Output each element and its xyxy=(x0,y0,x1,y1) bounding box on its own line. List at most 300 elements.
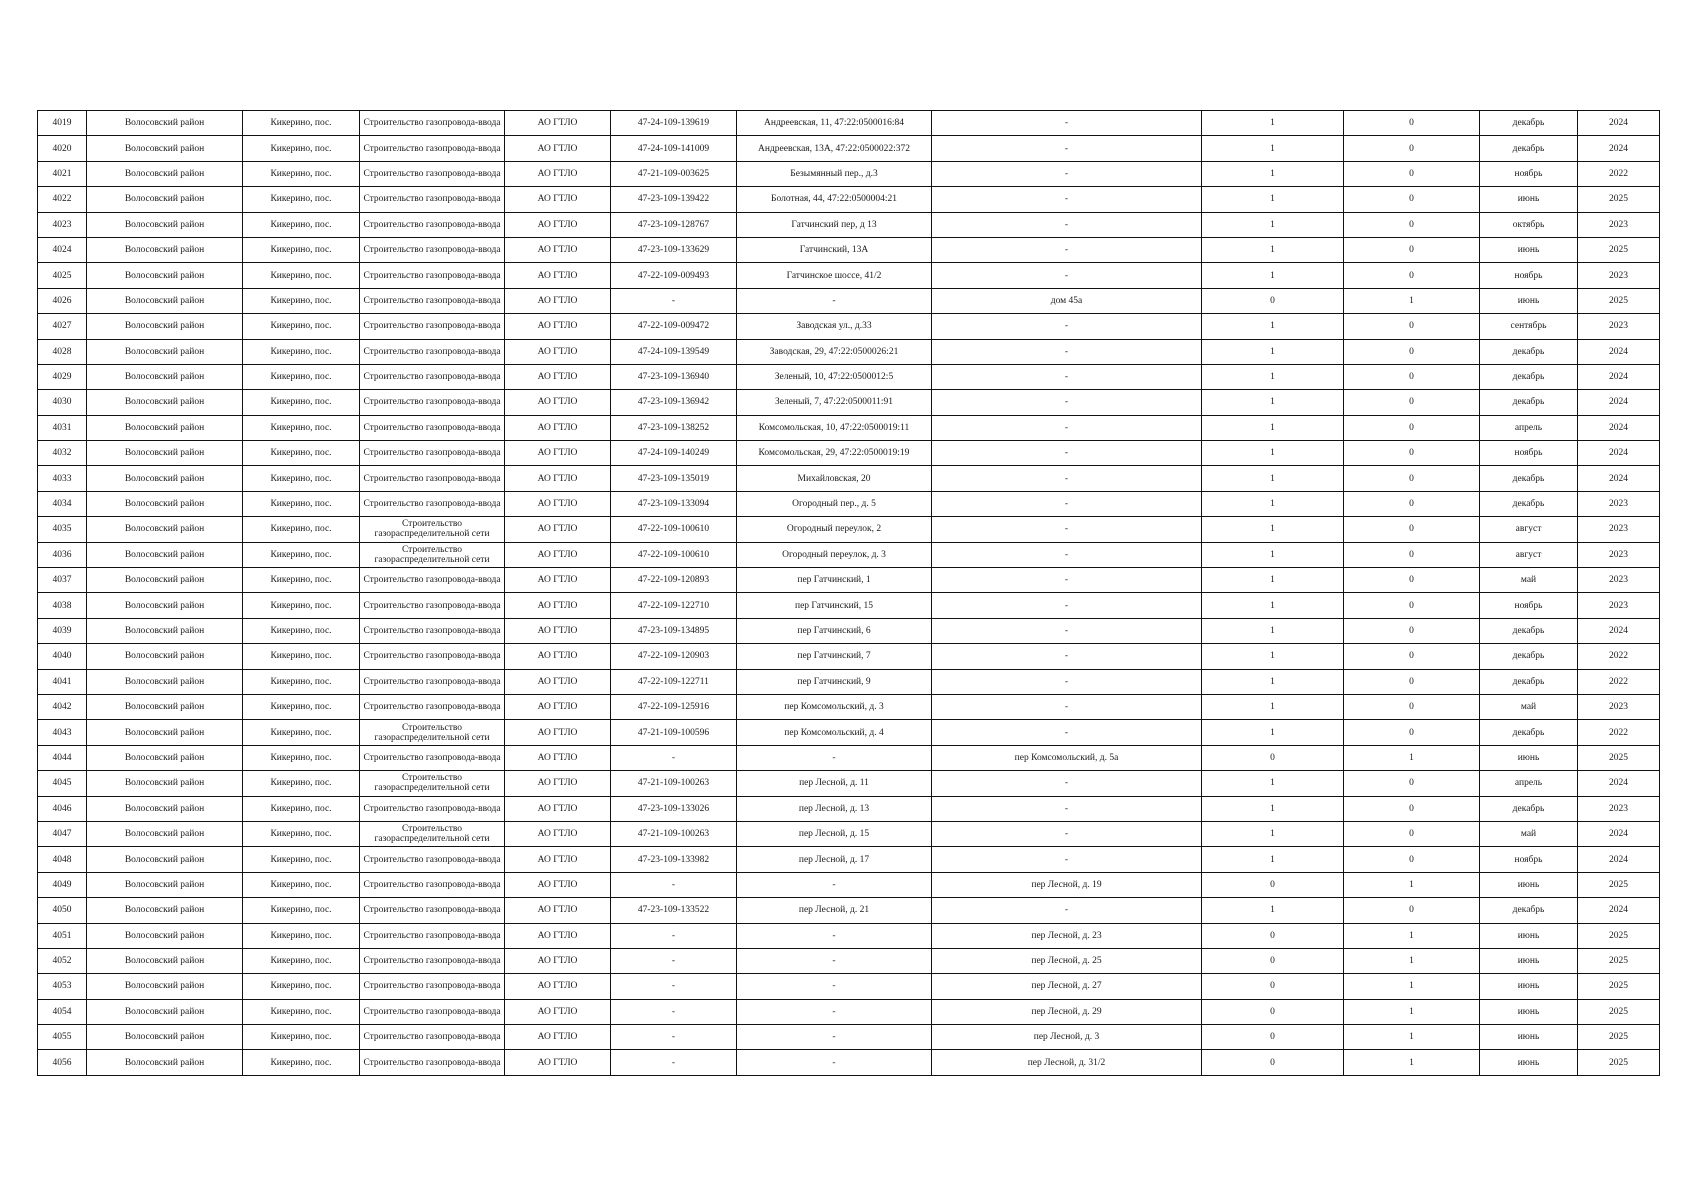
year-cell: 2024 xyxy=(1578,415,1660,440)
work-type-cell: Строительство газопровода-ввода xyxy=(360,847,505,872)
district-cell: Волосовский район xyxy=(87,923,243,948)
note-address-cell: - xyxy=(932,111,1202,136)
work-type-cell: Строительство газопровода-ввода xyxy=(360,872,505,897)
settlement-cell: Кикерино, пос. xyxy=(243,441,360,466)
work-type-cell: Строительство газопровода-ввода xyxy=(360,796,505,821)
count-a-cell: 0 xyxy=(1202,1025,1344,1050)
district-cell: Волосовский район xyxy=(87,821,243,846)
count-b-cell: 0 xyxy=(1344,568,1480,593)
registration-number-cell: - xyxy=(611,288,737,313)
note-address-cell: - xyxy=(932,618,1202,643)
registration-number-cell: 47-21-109-100263 xyxy=(611,821,737,846)
operator-cell: АО ГТЛО xyxy=(505,441,611,466)
row-number-cell: 4043 xyxy=(38,720,87,745)
row-number-cell: 4042 xyxy=(38,694,87,719)
operator-cell: АО ГТЛО xyxy=(505,974,611,999)
row-number-cell: 4038 xyxy=(38,593,87,618)
month-cell: декабрь xyxy=(1480,644,1578,669)
table-row xyxy=(38,339,1660,364)
month-cell: апрель xyxy=(1480,771,1578,796)
note-address-cell: пер Лесной, д. 19 xyxy=(932,872,1202,897)
work-type-cell: Строительство газопровода-ввода xyxy=(360,745,505,770)
settlement-cell: Кикерино, пос. xyxy=(243,136,360,161)
row-number-cell: 4041 xyxy=(38,669,87,694)
work-type-cell: Строительство газопровода-ввода xyxy=(360,161,505,186)
year-cell: 2022 xyxy=(1578,669,1660,694)
year-cell: 2022 xyxy=(1578,644,1660,669)
year-cell: 2023 xyxy=(1578,491,1660,516)
note-address-cell: пер Лесной, д. 29 xyxy=(932,999,1202,1024)
operator-cell: АО ГТЛО xyxy=(505,237,611,262)
address-cell: - xyxy=(737,974,932,999)
district-cell: Волосовский район xyxy=(87,415,243,440)
district-cell: Волосовский район xyxy=(87,441,243,466)
year-cell: 2023 xyxy=(1578,517,1660,542)
address-cell: пер Гатчинский, 1 xyxy=(737,568,932,593)
table-row xyxy=(38,314,1660,339)
note-address-cell: - xyxy=(932,847,1202,872)
settlement-cell: Кикерино, пос. xyxy=(243,872,360,897)
operator-cell: АО ГТЛО xyxy=(505,669,611,694)
count-a-cell: 1 xyxy=(1202,568,1344,593)
address-cell: Зеленый, 10, 47:22:0500012:5 xyxy=(737,364,932,389)
count-b-cell: 0 xyxy=(1344,720,1480,745)
count-b-cell: 1 xyxy=(1344,948,1480,973)
table-row xyxy=(38,491,1660,516)
count-b-cell: 1 xyxy=(1344,1025,1480,1050)
month-cell: декабрь xyxy=(1480,364,1578,389)
count-b-cell: 0 xyxy=(1344,390,1480,415)
year-cell: 2023 xyxy=(1578,593,1660,618)
settlement-cell: Кикерино, пос. xyxy=(243,466,360,491)
settlement-cell: Кикерино, пос. xyxy=(243,1025,360,1050)
district-cell: Волосовский район xyxy=(87,948,243,973)
operator-cell: АО ГТЛО xyxy=(505,542,611,567)
note-address-cell: - xyxy=(932,136,1202,161)
district-cell: Волосовский район xyxy=(87,568,243,593)
table-body xyxy=(38,111,1660,1076)
count-a-cell: 1 xyxy=(1202,364,1344,389)
year-cell: 2024 xyxy=(1578,390,1660,415)
row-number-cell: 4021 xyxy=(38,161,87,186)
note-address-cell: - xyxy=(932,720,1202,745)
year-cell: 2024 xyxy=(1578,618,1660,643)
address-cell: Безымянный пер., д.3 xyxy=(737,161,932,186)
row-number-cell: 4053 xyxy=(38,974,87,999)
month-cell: декабрь xyxy=(1480,898,1578,923)
note-address-cell: пер Лесной, д. 3 xyxy=(932,1025,1202,1050)
year-cell: 2023 xyxy=(1578,542,1660,567)
settlement-cell: Кикерино, пос. xyxy=(243,720,360,745)
address-cell: Комсомольская, 10, 47:22:0500019:11 xyxy=(737,415,932,440)
row-number-cell: 4048 xyxy=(38,847,87,872)
operator-cell: АО ГТЛО xyxy=(505,314,611,339)
table-row xyxy=(38,364,1660,389)
count-a-cell: 0 xyxy=(1202,999,1344,1024)
settlement-cell: Кикерино, пос. xyxy=(243,923,360,948)
count-a-cell: 1 xyxy=(1202,339,1344,364)
count-b-cell: 1 xyxy=(1344,999,1480,1024)
year-cell: 2024 xyxy=(1578,771,1660,796)
year-cell: 2025 xyxy=(1578,187,1660,212)
address-cell: Михайловская, 20 xyxy=(737,466,932,491)
count-b-cell: 0 xyxy=(1344,821,1480,846)
work-type-cell: Строительство газопровода-ввода xyxy=(360,974,505,999)
work-type-cell: Строительство газопровода-ввода xyxy=(360,1025,505,1050)
work-type-cell: Строительство газопровода-ввода xyxy=(360,390,505,415)
address-cell: Зеленый, 7, 47:22:0500011:91 xyxy=(737,390,932,415)
count-a-cell: 1 xyxy=(1202,669,1344,694)
operator-cell: АО ГТЛО xyxy=(505,517,611,542)
operator-cell: АО ГТЛО xyxy=(505,872,611,897)
note-address-cell: - xyxy=(932,390,1202,415)
table-row xyxy=(38,1025,1660,1050)
month-cell: декабрь xyxy=(1480,390,1578,415)
operator-cell: АО ГТЛО xyxy=(505,821,611,846)
operator-cell: АО ГТЛО xyxy=(505,948,611,973)
table-row xyxy=(38,847,1660,872)
settlement-cell: Кикерино, пос. xyxy=(243,847,360,872)
work-type-cell: Строительство газопровода-ввода xyxy=(360,1050,505,1075)
district-cell: Волосовский район xyxy=(87,111,243,136)
district-cell: Волосовский район xyxy=(87,187,243,212)
table-row xyxy=(38,415,1660,440)
district-cell: Волосовский район xyxy=(87,339,243,364)
count-a-cell: 1 xyxy=(1202,694,1344,719)
month-cell: июнь xyxy=(1480,999,1578,1024)
table-row xyxy=(38,466,1660,491)
month-cell: июнь xyxy=(1480,872,1578,897)
year-cell: 2025 xyxy=(1578,237,1660,262)
year-cell: 2023 xyxy=(1578,796,1660,821)
settlement-cell: Кикерино, пос. xyxy=(243,618,360,643)
count-a-cell: 1 xyxy=(1202,212,1344,237)
table-row xyxy=(38,948,1660,973)
district-cell: Волосовский район xyxy=(87,618,243,643)
count-b-cell: 1 xyxy=(1344,872,1480,897)
count-a-cell: 0 xyxy=(1202,923,1344,948)
district-cell: Волосовский район xyxy=(87,1025,243,1050)
count-a-cell: 1 xyxy=(1202,491,1344,516)
count-a-cell: 1 xyxy=(1202,441,1344,466)
district-cell: Волосовский район xyxy=(87,314,243,339)
district-cell: Волосовский район xyxy=(87,745,243,770)
row-number-cell: 4037 xyxy=(38,568,87,593)
count-b-cell: 0 xyxy=(1344,517,1480,542)
count-a-cell: 1 xyxy=(1202,593,1344,618)
count-b-cell: 1 xyxy=(1344,745,1480,770)
count-b-cell: 0 xyxy=(1344,161,1480,186)
year-cell: 2024 xyxy=(1578,847,1660,872)
registration-number-cell: 47-21-109-100263 xyxy=(611,771,737,796)
registration-number-cell: 47-22-109-122711 xyxy=(611,669,737,694)
row-number-cell: 4039 xyxy=(38,618,87,643)
count-a-cell: 1 xyxy=(1202,847,1344,872)
year-cell: 2022 xyxy=(1578,161,1660,186)
district-cell: Волосовский район xyxy=(87,694,243,719)
registration-number-cell: 47-24-109-140249 xyxy=(611,441,737,466)
year-cell: 2024 xyxy=(1578,136,1660,161)
row-number-cell: 4051 xyxy=(38,923,87,948)
year-cell: 2024 xyxy=(1578,898,1660,923)
work-type-cell: Строительство газопровода-ввода xyxy=(360,314,505,339)
registration-number-cell: 47-23-109-133522 xyxy=(611,898,737,923)
month-cell: декабрь xyxy=(1480,111,1578,136)
month-cell: апрель xyxy=(1480,415,1578,440)
count-b-cell: 0 xyxy=(1344,644,1480,669)
year-cell: 2025 xyxy=(1578,999,1660,1024)
work-type-cell: Строительство газопровода-ввода xyxy=(360,263,505,288)
note-address-cell: - xyxy=(932,161,1202,186)
address-cell: Комсомольская, 29, 47:22:0500019:19 xyxy=(737,441,932,466)
table-row xyxy=(38,618,1660,643)
operator-cell: АО ГТЛО xyxy=(505,923,611,948)
note-address-cell: - xyxy=(932,364,1202,389)
count-b-cell: 0 xyxy=(1344,847,1480,872)
district-cell: Волосовский район xyxy=(87,390,243,415)
note-address-cell: - xyxy=(932,796,1202,821)
work-type-cell: Строительство газопровода-ввода xyxy=(360,441,505,466)
district-cell: Волосовский район xyxy=(87,212,243,237)
table-row xyxy=(38,745,1660,770)
work-type-cell: Строительство газораспределительной сети xyxy=(360,542,505,567)
work-type-cell: Строительство газопровода-ввода xyxy=(360,593,505,618)
note-address-cell: - xyxy=(932,441,1202,466)
note-address-cell: - xyxy=(932,263,1202,288)
table-row xyxy=(38,872,1660,897)
count-a-cell: 1 xyxy=(1202,161,1344,186)
count-a-cell: 0 xyxy=(1202,974,1344,999)
district-cell: Волосовский район xyxy=(87,872,243,897)
month-cell: декабрь xyxy=(1480,466,1578,491)
row-number-cell: 4032 xyxy=(38,441,87,466)
note-address-cell: - xyxy=(932,339,1202,364)
table-row xyxy=(38,644,1660,669)
operator-cell: АО ГТЛО xyxy=(505,491,611,516)
note-address-cell: - xyxy=(932,593,1202,618)
operator-cell: АО ГТЛО xyxy=(505,364,611,389)
settlement-cell: Кикерино, пос. xyxy=(243,517,360,542)
address-cell: Андреевская, 11, 47:22:0500016:84 xyxy=(737,111,932,136)
count-a-cell: 1 xyxy=(1202,187,1344,212)
operator-cell: АО ГТЛО xyxy=(505,288,611,313)
registration-number-cell: 47-22-109-009472 xyxy=(611,314,737,339)
district-cell: Волосовский район xyxy=(87,796,243,821)
count-b-cell: 0 xyxy=(1344,415,1480,440)
work-type-cell: Строительство газопровода-ввода xyxy=(360,136,505,161)
table-row xyxy=(38,136,1660,161)
settlement-cell: Кикерино, пос. xyxy=(243,771,360,796)
work-type-cell: Строительство газораспределительной сети xyxy=(360,771,505,796)
row-number-cell: 4046 xyxy=(38,796,87,821)
row-number-cell: 4052 xyxy=(38,948,87,973)
count-b-cell: 0 xyxy=(1344,263,1480,288)
settlement-cell: Кикерино, пос. xyxy=(243,669,360,694)
table-row xyxy=(38,161,1660,186)
note-address-cell: - xyxy=(932,821,1202,846)
row-number-cell: 4024 xyxy=(38,237,87,262)
settlement-cell: Кикерино, пос. xyxy=(243,339,360,364)
table-row xyxy=(38,999,1660,1024)
month-cell: декабрь xyxy=(1480,618,1578,643)
work-type-cell: Строительство газораспределительной сети xyxy=(360,517,505,542)
year-cell: 2024 xyxy=(1578,339,1660,364)
registration-number-cell: 47-23-109-134895 xyxy=(611,618,737,643)
count-b-cell: 1 xyxy=(1344,923,1480,948)
settlement-cell: Кикерино, пос. xyxy=(243,491,360,516)
registration-number-cell: 47-24-109-139619 xyxy=(611,111,737,136)
count-a-cell: 1 xyxy=(1202,415,1344,440)
work-type-cell: Строительство газопровода-ввода xyxy=(360,923,505,948)
district-cell: Волосовский район xyxy=(87,593,243,618)
count-b-cell: 0 xyxy=(1344,669,1480,694)
district-cell: Волосовский район xyxy=(87,999,243,1024)
registration-number-cell: - xyxy=(611,923,737,948)
registration-number-cell: 47-22-109-009493 xyxy=(611,263,737,288)
registration-number-cell: 47-23-109-136940 xyxy=(611,364,737,389)
year-cell: 2025 xyxy=(1578,923,1660,948)
operator-cell: АО ГТЛО xyxy=(505,847,611,872)
year-cell: 2025 xyxy=(1578,974,1660,999)
district-cell: Волосовский район xyxy=(87,898,243,923)
month-cell: сентябрь xyxy=(1480,314,1578,339)
month-cell: октябрь xyxy=(1480,212,1578,237)
count-a-cell: 1 xyxy=(1202,390,1344,415)
count-b-cell: 0 xyxy=(1344,694,1480,719)
count-a-cell: 1 xyxy=(1202,644,1344,669)
count-a-cell: 0 xyxy=(1202,288,1344,313)
operator-cell: АО ГТЛО xyxy=(505,644,611,669)
work-type-cell: Строительство газопровода-ввода xyxy=(360,491,505,516)
month-cell: ноябрь xyxy=(1480,593,1578,618)
count-a-cell: 1 xyxy=(1202,136,1344,161)
count-b-cell: 0 xyxy=(1344,314,1480,339)
settlement-cell: Кикерино, пос. xyxy=(243,111,360,136)
count-a-cell: 1 xyxy=(1202,796,1344,821)
registration-number-cell: 47-23-109-133629 xyxy=(611,237,737,262)
row-number-cell: 4023 xyxy=(38,212,87,237)
count-b-cell: 0 xyxy=(1344,136,1480,161)
address-cell: Гатчинский пер, д 13 xyxy=(737,212,932,237)
count-a-cell: 1 xyxy=(1202,618,1344,643)
month-cell: август xyxy=(1480,542,1578,567)
work-type-cell: Строительство газопровода-ввода xyxy=(360,364,505,389)
settlement-cell: Кикерино, пос. xyxy=(243,288,360,313)
settlement-cell: Кикерино, пос. xyxy=(243,644,360,669)
row-number-cell: 4036 xyxy=(38,542,87,567)
address-cell: пер Лесной, д. 21 xyxy=(737,898,932,923)
month-cell: май xyxy=(1480,821,1578,846)
operator-cell: АО ГТЛО xyxy=(505,339,611,364)
month-cell: июнь xyxy=(1480,288,1578,313)
count-a-cell: 0 xyxy=(1202,948,1344,973)
month-cell: август xyxy=(1480,517,1578,542)
work-type-cell: Строительство газопровода-ввода xyxy=(360,212,505,237)
address-cell: Гатчинский, 13А xyxy=(737,237,932,262)
settlement-cell: Кикерино, пос. xyxy=(243,948,360,973)
table-row xyxy=(38,390,1660,415)
count-b-cell: 0 xyxy=(1344,339,1480,364)
work-type-cell: Строительство газопровода-ввода xyxy=(360,339,505,364)
count-a-cell: 1 xyxy=(1202,314,1344,339)
month-cell: декабрь xyxy=(1480,491,1578,516)
table-row xyxy=(38,187,1660,212)
settlement-cell: Кикерино, пос. xyxy=(243,314,360,339)
district-cell: Волосовский район xyxy=(87,466,243,491)
table-row xyxy=(38,1050,1660,1075)
registration-number-cell: - xyxy=(611,745,737,770)
year-cell: 2023 xyxy=(1578,212,1660,237)
registration-number-cell: 47-24-109-139549 xyxy=(611,339,737,364)
registration-number-cell: 47-23-109-136942 xyxy=(611,390,737,415)
count-a-cell: 1 xyxy=(1202,111,1344,136)
registration-number-cell: 47-21-109-003625 xyxy=(611,161,737,186)
document-page xyxy=(37,110,1659,1076)
note-address-cell: - xyxy=(932,898,1202,923)
count-b-cell: 0 xyxy=(1344,796,1480,821)
registration-number-cell: - xyxy=(611,948,737,973)
address-cell: пер Лесной, д. 13 xyxy=(737,796,932,821)
address-cell: пер Гатчинский, 7 xyxy=(737,644,932,669)
count-b-cell: 0 xyxy=(1344,187,1480,212)
settlement-cell: Кикерино, пос. xyxy=(243,161,360,186)
address-cell: - xyxy=(737,923,932,948)
settlement-cell: Кикерино, пос. xyxy=(243,364,360,389)
work-type-cell: Строительство газораспределительной сети xyxy=(360,720,505,745)
registration-number-cell: 47-23-109-135019 xyxy=(611,466,737,491)
address-cell: пер Гатчинский, 9 xyxy=(737,669,932,694)
operator-cell: АО ГТЛО xyxy=(505,593,611,618)
table-row xyxy=(38,796,1660,821)
district-cell: Волосовский район xyxy=(87,542,243,567)
registration-number-cell: - xyxy=(611,1025,737,1050)
district-cell: Волосовский район xyxy=(87,720,243,745)
district-cell: Волосовский район xyxy=(87,364,243,389)
row-number-cell: 4019 xyxy=(38,111,87,136)
address-cell: пер Лесной, д. 11 xyxy=(737,771,932,796)
district-cell: Волосовский район xyxy=(87,974,243,999)
count-b-cell: 0 xyxy=(1344,111,1480,136)
address-cell: пер Гатчинский, 15 xyxy=(737,593,932,618)
month-cell: ноябрь xyxy=(1480,263,1578,288)
operator-cell: АО ГТЛО xyxy=(505,796,611,821)
registration-number-cell: 47-23-109-139422 xyxy=(611,187,737,212)
year-cell: 2023 xyxy=(1578,568,1660,593)
year-cell: 2025 xyxy=(1578,1025,1660,1050)
address-cell: Огородный переулок, 2 xyxy=(737,517,932,542)
count-a-cell: 1 xyxy=(1202,466,1344,491)
count-a-cell: 1 xyxy=(1202,517,1344,542)
count-a-cell: 1 xyxy=(1202,237,1344,262)
settlement-cell: Кикерино, пос. xyxy=(243,974,360,999)
settlement-cell: Кикерино, пос. xyxy=(243,415,360,440)
registration-number-cell: 47-24-109-141009 xyxy=(611,136,737,161)
row-number-cell: 4047 xyxy=(38,821,87,846)
address-cell: - xyxy=(737,1025,932,1050)
note-address-cell: пер Лесной, д. 31/2 xyxy=(932,1050,1202,1075)
count-b-cell: 0 xyxy=(1344,618,1480,643)
row-number-cell: 4056 xyxy=(38,1050,87,1075)
row-number-cell: 4028 xyxy=(38,339,87,364)
work-type-cell: Строительство газопровода-ввода xyxy=(360,898,505,923)
table-row xyxy=(38,821,1660,846)
settlement-cell: Кикерино, пос. xyxy=(243,593,360,618)
month-cell: декабрь xyxy=(1480,339,1578,364)
note-address-cell: - xyxy=(932,694,1202,719)
district-cell: Волосовский район xyxy=(87,644,243,669)
count-a-cell: 1 xyxy=(1202,263,1344,288)
row-number-cell: 4045 xyxy=(38,771,87,796)
